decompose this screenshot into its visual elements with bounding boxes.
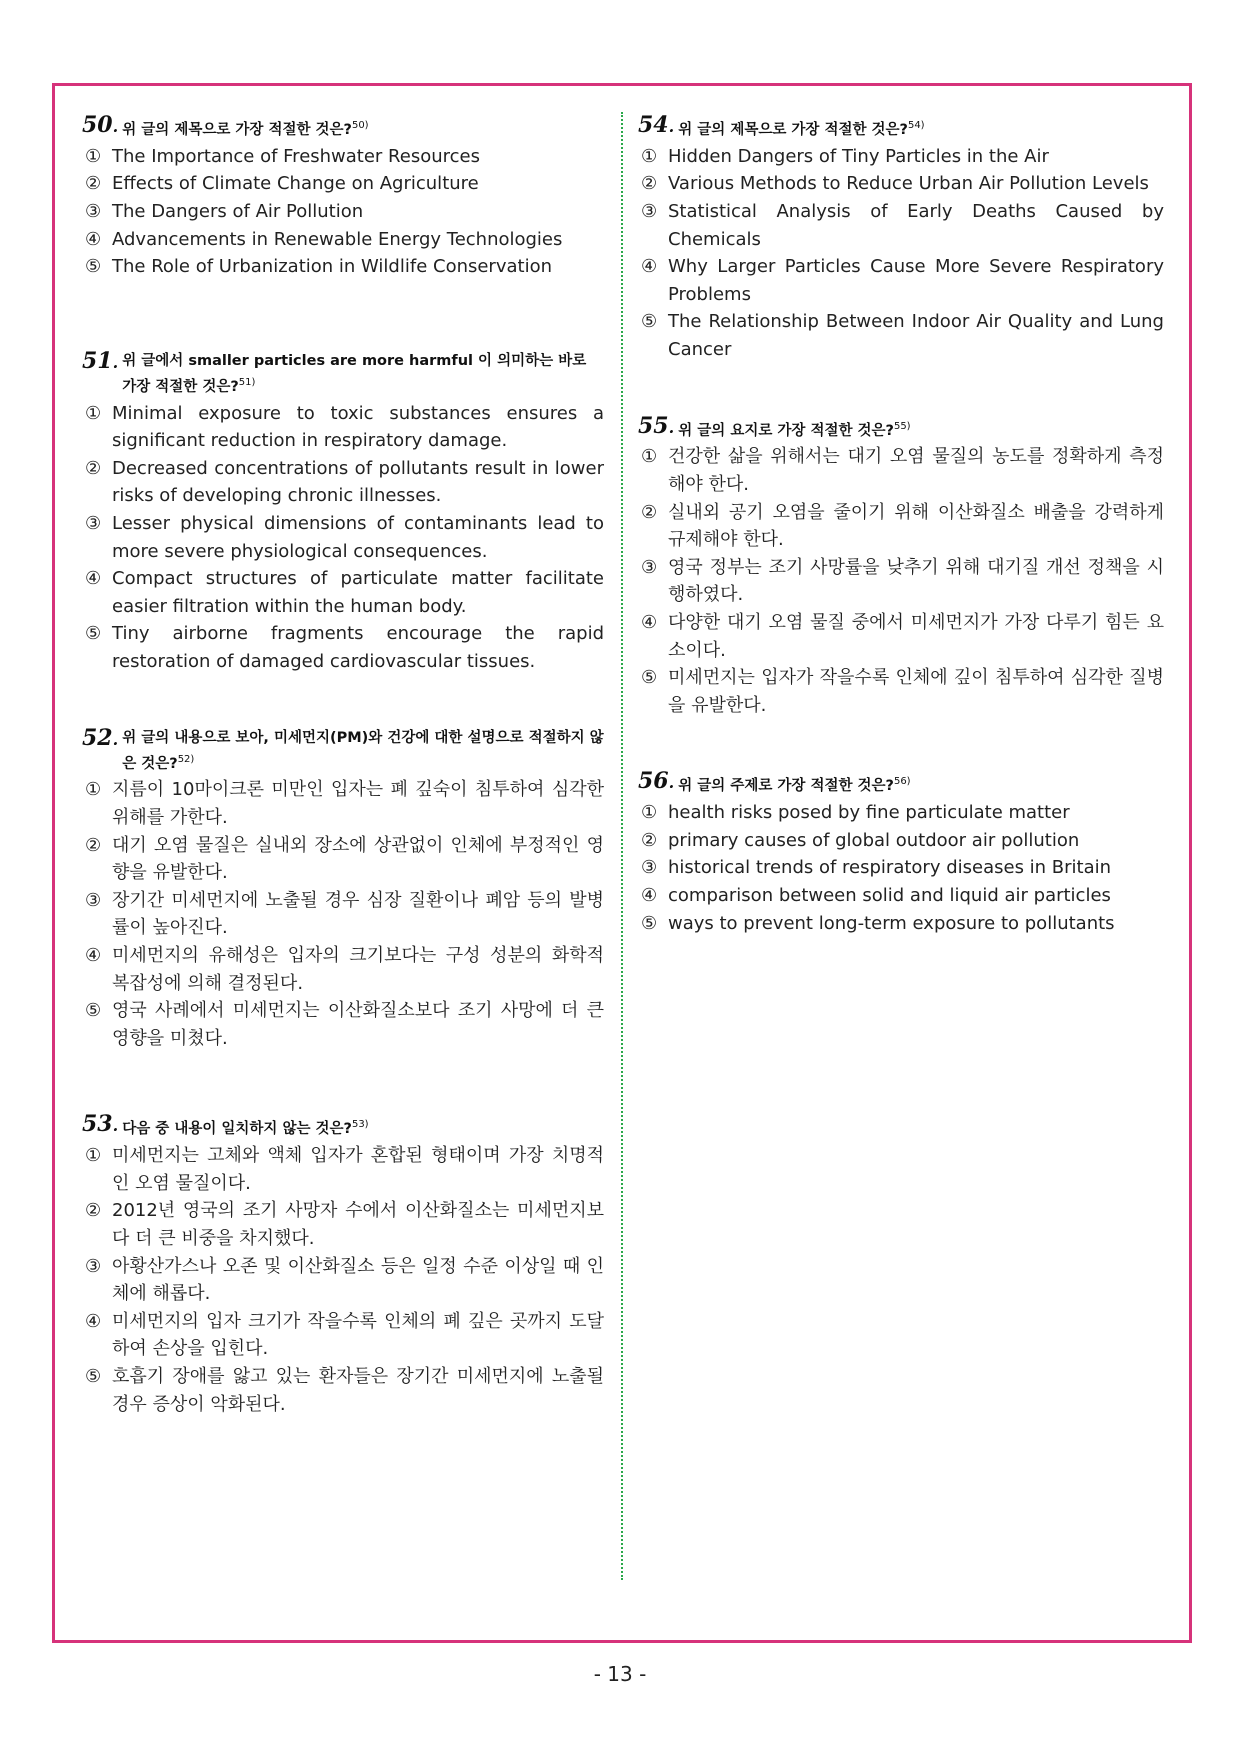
question-number: 50. xyxy=(82,112,119,138)
answer-choice[interactable] xyxy=(638,554,1164,609)
choice-number: ④ xyxy=(85,568,102,590)
choice-number: ⑤ xyxy=(641,912,658,934)
question-header xyxy=(82,1111,604,1140)
choice-number: ① xyxy=(641,145,658,167)
choice-number: ④ xyxy=(85,228,102,250)
question-52 xyxy=(82,724,604,1053)
answer-choice[interactable] xyxy=(82,1253,604,1308)
answer-choice[interactable] xyxy=(82,565,604,620)
question-header xyxy=(82,112,604,141)
choice-number: ① xyxy=(85,1145,102,1167)
choice-number: ⑤ xyxy=(85,1000,102,1022)
choice-number: ① xyxy=(85,402,102,424)
answer-choice[interactable] xyxy=(82,1363,604,1418)
choice-number: ④ xyxy=(641,884,658,906)
question-prompt: 위 글의 내용으로 보아, 미세먼지(PM)와 건강에 대한 설명으로 적절하지 않은 것은?$^{52)}$ xyxy=(122,729,604,772)
choice-number: ⑤ xyxy=(85,1365,102,1387)
answer-choices xyxy=(638,143,1164,364)
answer-choices xyxy=(638,443,1164,719)
question-56 xyxy=(638,768,1164,937)
answer-choice[interactable] xyxy=(638,882,1164,910)
choice-number: ③ xyxy=(641,201,658,223)
question-50 xyxy=(82,112,604,281)
choice-number: ① xyxy=(85,145,102,167)
answer-choice[interactable] xyxy=(638,609,1164,664)
question-header xyxy=(638,112,1164,141)
answer-choice[interactable] xyxy=(82,143,604,171)
answer-choice[interactable] xyxy=(82,997,604,1052)
footnote-ref: 52) xyxy=(177,753,195,765)
choice-number: ④ xyxy=(85,944,102,966)
choice-number: ② xyxy=(641,501,658,523)
choice-text: Hidden Dangers of Tiny Particles in the Air xyxy=(668,145,1049,167)
answer-choice[interactable] xyxy=(82,1142,604,1197)
choice-text: The Role of Urbanization in Wildlife Conservation xyxy=(112,256,552,278)
choice-number: ④ xyxy=(641,611,658,633)
choice-text: The Importance of Freshwater Resources xyxy=(112,145,480,167)
question-number: 53. xyxy=(82,1111,119,1138)
question-header xyxy=(82,724,604,775)
choice-text: 2012년 영국의 조기 사망자 수에서 이산화질소는 미세먼지보다 더 큰 비중을 차지했다. xyxy=(112,1200,604,1249)
answer-choice[interactable] xyxy=(638,308,1164,363)
choice-text: Compact structures of particulate matter facilitate easier filtration within the human body. xyxy=(112,568,604,617)
footnote-ref: 56) xyxy=(893,776,911,788)
answer-choice[interactable] xyxy=(82,510,604,565)
choice-number: ② xyxy=(641,173,658,195)
answer-choices xyxy=(82,400,604,676)
answer-choice[interactable] xyxy=(638,499,1164,554)
answer-choice[interactable] xyxy=(82,455,604,510)
choice-text: 장기간 미세먼지에 노출될 경우 심장 질환이나 폐암 등의 발병률이 높아진다. xyxy=(112,889,604,939)
answer-choices xyxy=(82,776,604,1052)
answer-choice[interactable] xyxy=(82,198,604,226)
answer-choice[interactable] xyxy=(82,832,604,887)
answer-choice[interactable] xyxy=(638,143,1164,171)
page-number: - 13 - xyxy=(593,1662,647,1686)
question-51 xyxy=(82,347,604,676)
answer-choice[interactable] xyxy=(638,443,1164,498)
choice-text: 건강한 삶을 위해서는 대기 오염 물질의 농도를 정확하게 측정해야 한다. xyxy=(668,446,1164,495)
answer-choice[interactable] xyxy=(82,253,604,281)
choice-text: 미세먼지는 고체와 액체 입자가 혼합된 형태이며 가장 치명적인 오염 물질이다. xyxy=(112,1145,604,1194)
question-prompt: 위 글의 요지로 가장 적절한 것은?$^{55)}$ xyxy=(678,420,911,439)
choice-number: ② xyxy=(85,1200,102,1222)
question-header xyxy=(638,412,1164,442)
question-prompt: 다음 중 내용이 일치하지 않는 것은?$^{53)}$ xyxy=(122,1119,369,1138)
choice-text: Why Larger Particles Cause More Severe Respiratory Problems xyxy=(668,256,1164,305)
question-prompt: 위 글의 제목으로 가장 적절한 것은?$^{54)}$ xyxy=(678,120,925,138)
choice-text: ways to prevent long-term exposure to pollutants xyxy=(668,912,1115,934)
choice-text: Lesser physical dimensions of contaminants lead to more severe physiological consequences. xyxy=(112,513,604,562)
question-number: 55. xyxy=(638,412,675,439)
answer-choice[interactable] xyxy=(82,170,604,198)
choice-number: ② xyxy=(85,834,102,856)
question-number: 54. xyxy=(638,112,675,138)
choice-number: ③ xyxy=(641,857,658,879)
choice-text: health risks posed by fine particulate matter xyxy=(668,802,1070,824)
choice-number: ③ xyxy=(641,556,658,578)
choice-text: Minimal exposure to toxic substances ensures a significant reduction in respiratory damage. xyxy=(112,402,604,452)
answer-choice[interactable] xyxy=(82,1308,604,1363)
choice-text: 아황산가스나 오존 및 이산화질소 등은 일정 수준 이상일 때 인체에 해롭다. xyxy=(112,1255,604,1305)
column-divider xyxy=(621,112,623,1580)
choice-text: Statistical Analysis of Early Deaths Caused by Chemicals xyxy=(668,201,1164,250)
answer-choice[interactable] xyxy=(82,400,604,455)
choice-number: ⑤ xyxy=(641,311,658,333)
answer-choice[interactable] xyxy=(82,887,604,942)
footnote-ref: 51) xyxy=(238,376,256,388)
choice-text: 미세먼지는 입자가 작을수록 인체에 깊이 침투하여 심각한 질병을 유발한다. xyxy=(668,667,1164,716)
left-column xyxy=(82,112,604,1418)
choice-text: Decreased concentrations of pollutants result in lower risks of developing chronic illnesses. xyxy=(112,457,604,507)
choice-text: 다양한 대기 오염 물질 중에서 미세먼지가 가장 다루기 힘든 요소이다. xyxy=(668,611,1164,661)
choice-text: 대기 오염 물질은 실내외 장소에 상관없이 인체에 부정적인 영향을 유발한다. xyxy=(112,834,604,884)
answer-choice[interactable] xyxy=(638,253,1164,308)
answer-choice[interactable] xyxy=(638,799,1164,827)
question-header xyxy=(82,347,604,398)
choice-number: ③ xyxy=(85,889,102,911)
choice-text: Advancements in Renewable Energy Technologies xyxy=(112,228,563,250)
choice-number: ③ xyxy=(85,513,102,534)
footnote-ref: 50) xyxy=(351,120,369,131)
choice-text: 영국 사례에서 미세먼지는 이산화질소보다 조기 사망에 더 큰 영향을 미쳤다. xyxy=(112,1000,604,1049)
question-number: 51. xyxy=(82,347,119,374)
answer-choice[interactable] xyxy=(638,170,1164,198)
question-prompt: 위 글의 제목으로 가장 적절한 것은?$^{50)}$ xyxy=(122,120,369,138)
choice-number: ④ xyxy=(641,256,658,278)
choice-number: ⑤ xyxy=(85,623,102,645)
question-55 xyxy=(638,412,1164,720)
choice-text: historical trends of respiratory diseases in Britain xyxy=(668,857,1112,879)
choice-text: 미세먼지의 유해성은 입자의 크기보다는 구성 성분의 화학적 복잡성에 의해 결정된다. xyxy=(112,944,604,994)
answer-choice[interactable] xyxy=(638,827,1164,855)
question-prompt: 위 글의 주제로 가장 적절한 것은?$^{56)}$ xyxy=(678,776,911,795)
footnote-ref: 55) xyxy=(893,420,911,432)
choice-number: ① xyxy=(641,802,658,824)
choice-text: 미세먼지의 입자 크기가 작을수록 인체의 폐 깊은 곳까지 도달하여 손상을 입힌다. xyxy=(112,1310,604,1360)
answer-choice[interactable] xyxy=(82,942,604,997)
question-number: 52. xyxy=(82,724,119,751)
answer-choice[interactable] xyxy=(638,910,1164,938)
answer-choice[interactable] xyxy=(82,776,604,831)
answer-choices xyxy=(82,1142,604,1418)
answer-choices xyxy=(82,143,604,281)
answer-choices xyxy=(638,799,1164,937)
choice-number: ① xyxy=(641,446,658,468)
choice-text: 호흡기 장애를 앓고 있는 환자들은 장기간 미세먼지에 노출될 경우 증상이 악화된다. xyxy=(112,1365,604,1415)
choice-text: 지름이 10마이크론 미만인 입자는 폐 깊숙이 침투하여 심각한 위해를 가한다. xyxy=(112,779,604,828)
choice-text: 영국 정부는 조기 사망률을 낮추기 위해 대기질 개선 정책을 시행하였다. xyxy=(668,556,1164,606)
right-column xyxy=(638,112,1164,937)
question-prompt: 위 글에서 smaller particles are more harmful 이 의미하는 바로 가장 적절한 것은?$^{51)}$ xyxy=(122,352,587,395)
choice-text: primary causes of global outdoor air pollution xyxy=(668,829,1080,851)
question-header xyxy=(638,768,1164,797)
choice-number: ⑤ xyxy=(85,256,102,278)
answer-choice[interactable] xyxy=(638,664,1164,719)
choice-number: ② xyxy=(641,829,658,851)
choice-number: ③ xyxy=(85,1255,102,1277)
choice-text: Tiny airborne fragments encourage the rapid restoration of damaged cardiovascular tissues. xyxy=(112,623,604,672)
question-number: 56. xyxy=(638,768,675,795)
choice-number: ④ xyxy=(85,1310,102,1332)
footnote-ref: 53) xyxy=(351,1119,369,1131)
choice-text: Effects of Climate Change on Agriculture xyxy=(112,173,479,195)
choice-text: The Relationship Between Indoor Air Quality and Lung Cancer xyxy=(668,311,1164,360)
answer-choice[interactable] xyxy=(82,1197,604,1252)
choice-number: ② xyxy=(85,457,102,479)
answer-choice[interactable] xyxy=(82,226,604,254)
choice-text: Various Methods to Reduce Urban Air Pollution Levels xyxy=(668,173,1149,195)
choice-text: 실내외 공기 오염을 줄이기 위해 이산화질소 배출을 강력하게 규제해야 한다. xyxy=(668,501,1164,551)
answer-choice[interactable] xyxy=(638,854,1164,882)
choice-number: ② xyxy=(85,173,102,195)
choice-number: ⑤ xyxy=(641,667,658,689)
answer-choice[interactable] xyxy=(82,620,604,675)
choice-text: The Dangers of Air Pollution xyxy=(112,201,364,223)
answer-choice[interactable] xyxy=(638,198,1164,253)
question-53 xyxy=(82,1111,604,1418)
choice-number: ③ xyxy=(85,201,102,223)
question-54 xyxy=(638,112,1164,364)
footnote-ref: 54) xyxy=(907,120,925,131)
choice-number: ① xyxy=(85,779,102,801)
choice-text: comparison between solid and liquid air particles xyxy=(668,884,1111,906)
